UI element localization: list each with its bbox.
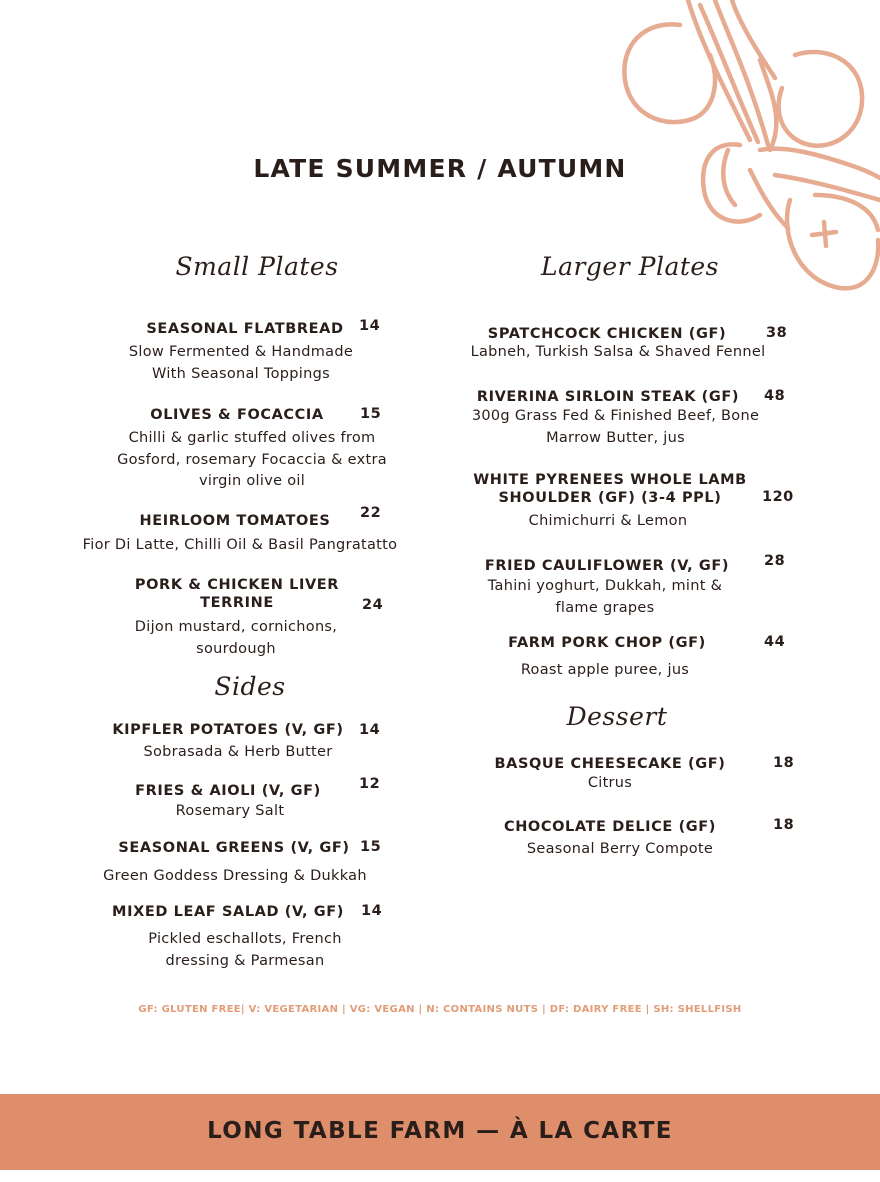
item-name: MIXED LEAF SALAD (V, GF) <box>112 904 344 920</box>
item-description: Pickled eschallots, French dressing & Parmesan <box>148 931 342 969</box>
item-price: 24 <box>362 597 384 613</box>
item-name: SEASONAL FLATBREAD <box>146 321 344 337</box>
dietary-legend: GF: GLUTEN FREE| V: VEGETARIAN | VG: VEGAN | N: CONTAINS NUTS | DF: DAIRY FREE | SH: SHELLFISH <box>138 1004 742 1015</box>
item-description: Labneh, Turkish Salsa & Shaved Fennel <box>470 344 766 360</box>
item-name: FARM PORK CHOP (GF) <box>508 635 706 651</box>
item-name: OLIVES & FOCACCIA <box>150 407 324 423</box>
section-heading-dessert: Dessert <box>566 702 668 731</box>
item-price: 15 <box>360 406 382 422</box>
item-name: FRIED CAULIFLOWER (V, GF) <box>484 558 730 574</box>
item-name: PORK & CHICKEN LIVER TERRINE <box>134 577 340 611</box>
item-price: 18 <box>773 755 795 771</box>
item-name: CHOCOLATE DELICE (GF) <box>503 819 717 835</box>
section-heading-larger-plates: Larger Plates <box>540 252 720 281</box>
item-name: KIPFLER POTATOES (V, GF) <box>112 722 344 738</box>
item-description: Sobrasada & Herb Butter <box>143 744 333 760</box>
item-description: Rosemary Salt <box>175 803 285 819</box>
item-description: Chimichurri & Lemon <box>528 513 688 529</box>
menu-title: LATE SUMMER / AUTUMN <box>253 154 627 183</box>
section-heading-sides: Sides <box>214 672 286 701</box>
item-description: 300g Grass Fed & Finished Beef, Bone Marrow Butter, jus <box>471 408 760 446</box>
item-price: 12 <box>359 776 381 792</box>
item-description: Dijon mustard, cornichons, sourdough <box>134 619 338 657</box>
item-price: 22 <box>360 505 382 521</box>
item-description: Seasonal Berry Compote <box>526 841 714 857</box>
item-name: RIVERINA SIRLOIN STEAK (GF) <box>476 389 740 405</box>
item-description: Fior Di Latte, Chilli Oil & Basil Pangratatto <box>82 537 398 553</box>
item-name: BASQUE CHEESECAKE (GF) <box>494 756 726 772</box>
item-name: SPATCHCOCK CHICKEN (GF) <box>487 326 727 342</box>
item-name: SEASONAL GREENS (V, GF) <box>118 840 350 856</box>
item-name: WHITE PYRENEES WHOLE LAMB SHOULDER (GF) (3-4 PPL) <box>473 472 747 506</box>
item-price: 44 <box>764 634 786 650</box>
item-price: 15 <box>360 839 382 855</box>
item-description: Chilli & garlic stuffed olives from Gosford, rosemary Focaccia & extra virgin olive oil <box>117 430 387 489</box>
section-heading-small-plates: Small Plates <box>175 252 339 281</box>
item-description: Green Goddess Dressing & Dukkah <box>103 868 367 884</box>
item-price: 120 <box>762 489 794 505</box>
item-price: 48 <box>764 388 786 404</box>
item-price: 14 <box>361 903 383 919</box>
item-price: 18 <box>773 817 795 833</box>
footer-banner <box>0 1094 880 1170</box>
item-price: 14 <box>359 318 381 334</box>
item-description: Slow Fermented & Handmade With Seasonal Toppings <box>128 344 354 382</box>
item-description: Roast apple puree, jus <box>520 662 690 678</box>
item-description: Tahini yoghurt, Dukkah, mint & flame grapes <box>487 578 723 616</box>
footer-title: LONG TABLE FARM — À LA CARTE <box>207 1118 673 1144</box>
item-name: FRIES & AIOLI (V, GF) <box>135 783 321 799</box>
item-price: 38 <box>766 325 788 341</box>
item-price: 28 <box>764 553 786 569</box>
item-description: Citrus <box>587 775 633 791</box>
item-name: HEIRLOOM TOMATOES <box>139 513 331 529</box>
item-price: 14 <box>359 722 381 738</box>
